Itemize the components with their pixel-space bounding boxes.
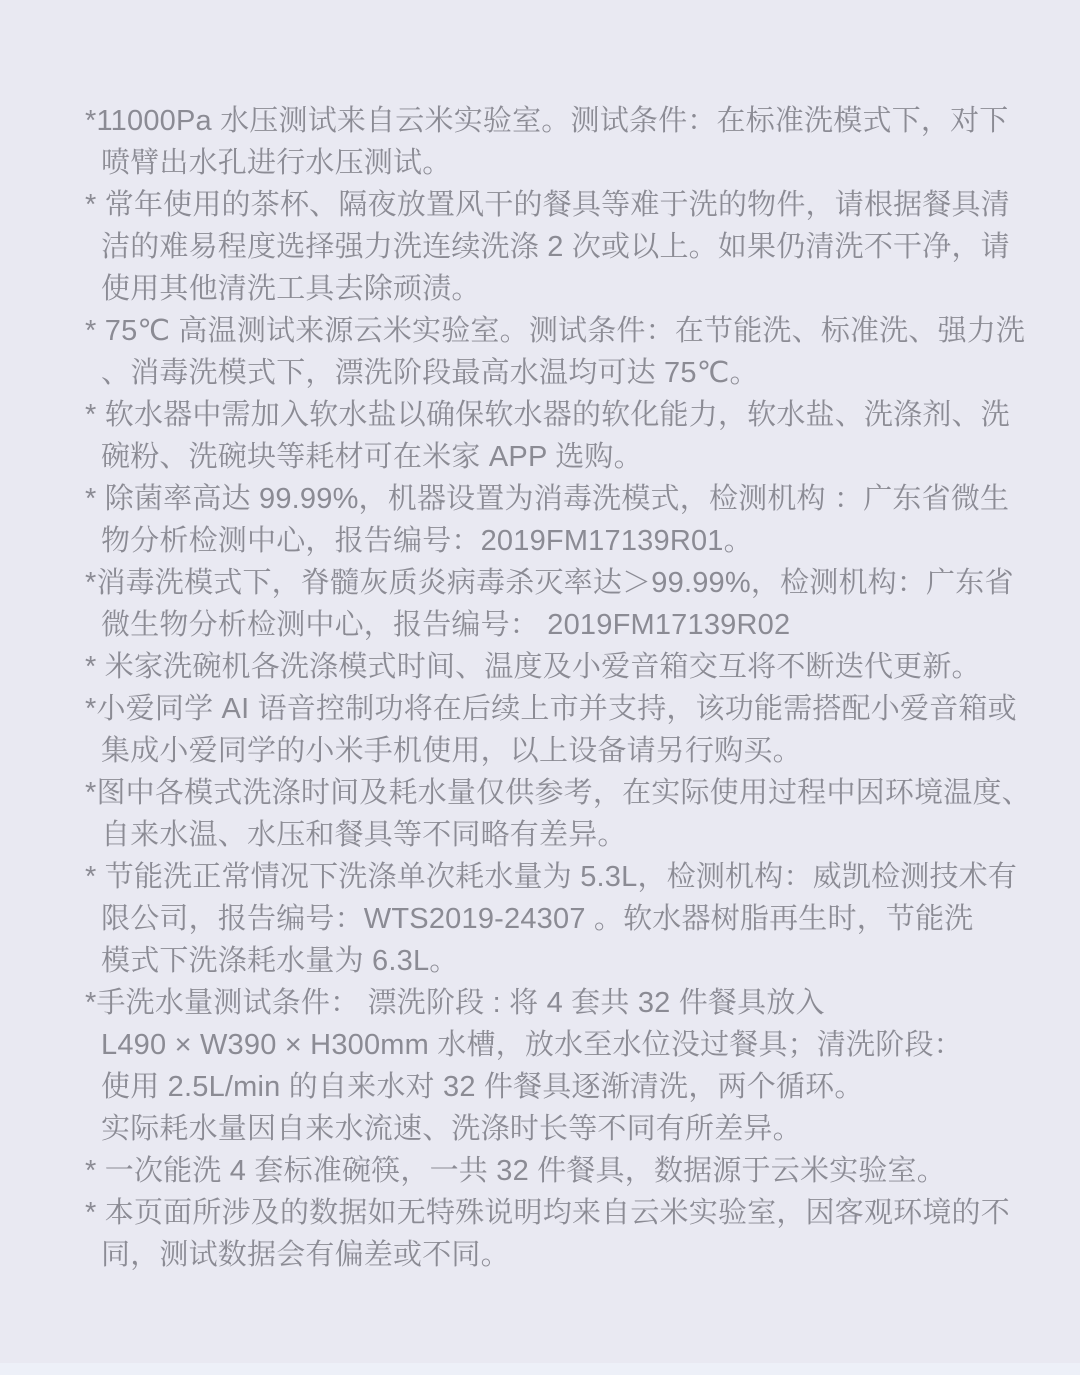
disclaimer-line-start: * 除菌率高达 99.99%，机器设置为消毒洗模式，检测机构 ：广东省微生 xyxy=(85,483,1010,515)
disclaimer-item xyxy=(85,478,1015,562)
disclaimer-item xyxy=(85,772,1031,856)
disclaimer-line-wrap: 物分析检测中心，报告编号：2019FM17139R01。 xyxy=(101,525,753,557)
disclaimer-item xyxy=(85,310,1026,394)
disclaimer-item xyxy=(85,856,1018,982)
bottom-edge-strip xyxy=(0,1363,1080,1375)
disclaimer-line-wrap: 实际耗水量因自来水流速、洗涤时长等不同有所差异。 xyxy=(101,1113,802,1145)
disclaimer-line-start: * 75℃ 高温测试来源云米实验室。测试条件：在节能洗、标准洗、强力洗 xyxy=(85,315,1026,347)
disclaimer-item xyxy=(85,100,1015,184)
disclaimer-line-start: * 常年使用的茶杯、隔夜放置风干的餐具等难于洗的物件，请根据餐具清 xyxy=(85,189,1010,221)
disclaimer-line-start: *手洗水量测试条件： 漂洗阶段 : 将 4 套共 32 件餐具放入 xyxy=(85,987,825,1019)
disclaimer-line-wrap: 同，测试数据会有偏差或不同。 xyxy=(101,1239,510,1271)
disclaimer-item xyxy=(85,562,1015,646)
disclaimer-line-start: * 软水器中需加入软水盐以确保软水器的软化能力，软水盐、洗涤剂、洗 xyxy=(85,399,1010,431)
disclaimer-list xyxy=(85,100,1031,1276)
disclaimer-line-wrap: L490 × W390 × H300mm 水槽，放水至水位没过餐具；清洗阶段： xyxy=(101,1029,963,1061)
disclaimer-item xyxy=(85,646,1015,688)
disclaimer-item xyxy=(85,1150,1015,1192)
disclaimer-line-start: *图中各模式洗涤时间及耗水量仅供参考，在实际使用过程中因环境温度、 xyxy=(85,777,1031,809)
disclaimer-line-start: * 节能洗正常情况下洗涤单次耗水量为 5.3L，检测机构：威凯检测技术有 xyxy=(85,861,1018,893)
disclaimer-line-wrap: 碗粉、洗碗块等耗材可在米家 APP 选购。 xyxy=(101,441,643,473)
disclaimer-line-wrap: 微生物分析检测中心，报告编号： 2019FM17139R02 xyxy=(101,609,791,641)
disclaimer-item xyxy=(85,184,1015,310)
disclaimer-line-start: *小爱同学 AI 语音控制功将在后续上市并支持，该功能需搭配小爱音箱或 xyxy=(85,693,1017,725)
disclaimer-line-wrap: 自来水温、水压和餐具等不同略有差异。 xyxy=(101,819,627,851)
disclaimer-line-start: * 本页面所涉及的数据如无特殊说明均来自云米实验室，因客观环境的不 xyxy=(85,1197,1010,1229)
disclaimer-line-wrap: 模式下洗涤耗水量为 6.3L。 xyxy=(101,945,459,977)
disclaimer-line-start: *消毒洗模式下，脊髓灰质炎病毒杀灭率达＞99.99%，检测机构：广东省 xyxy=(85,567,1014,599)
disclaimer-item xyxy=(85,982,1015,1150)
disclaimer-line-start: *11000Pa 水压测试来自云米实验室。测试条件：在标准洗模式下，对下 xyxy=(85,105,1009,137)
disclaimer-line-start: * 米家洗碗机各洗涤模式时间、温度及小爱音箱交互将不断迭代更新。 xyxy=(85,651,981,683)
disclaimer-item xyxy=(85,1192,1015,1276)
disclaimer-item xyxy=(85,394,1015,478)
disclaimer-item xyxy=(85,688,1015,772)
disclaimer-line-start: * 一次能洗 4 套标准碗筷，一共 32 件餐具，数据源于云米实验室。 xyxy=(85,1155,946,1187)
disclaimer-line-wrap: 限公司，报告编号：WTS2019-24307 。软水器树脂再生时，节能洗 xyxy=(101,903,974,935)
disclaimer-line-wrap: 集成小爱同学的小米手机使用，以上设备请另行购买。 xyxy=(101,735,802,767)
disclaimer-line-wrap: 使用 2.5L/min 的自来水对 32 件餐具逐渐清洗，两个循环。 xyxy=(101,1071,864,1103)
disclaimer-line-wrap: 喷臂出水孔进行水压测试。 xyxy=(101,147,452,179)
disclaimer-line-wrap: 、消毒洗模式下，漂洗阶段最高水温均可达 75℃。 xyxy=(101,357,759,389)
disclaimer-line-wrap: 洁的难易程度选择强力洗连续洗涤 2 次或以上。如果仍清洗不干净，请 xyxy=(101,231,1010,263)
disclaimer-line-wrap: 使用其他清洗工具去除顽渍。 xyxy=(101,273,481,305)
